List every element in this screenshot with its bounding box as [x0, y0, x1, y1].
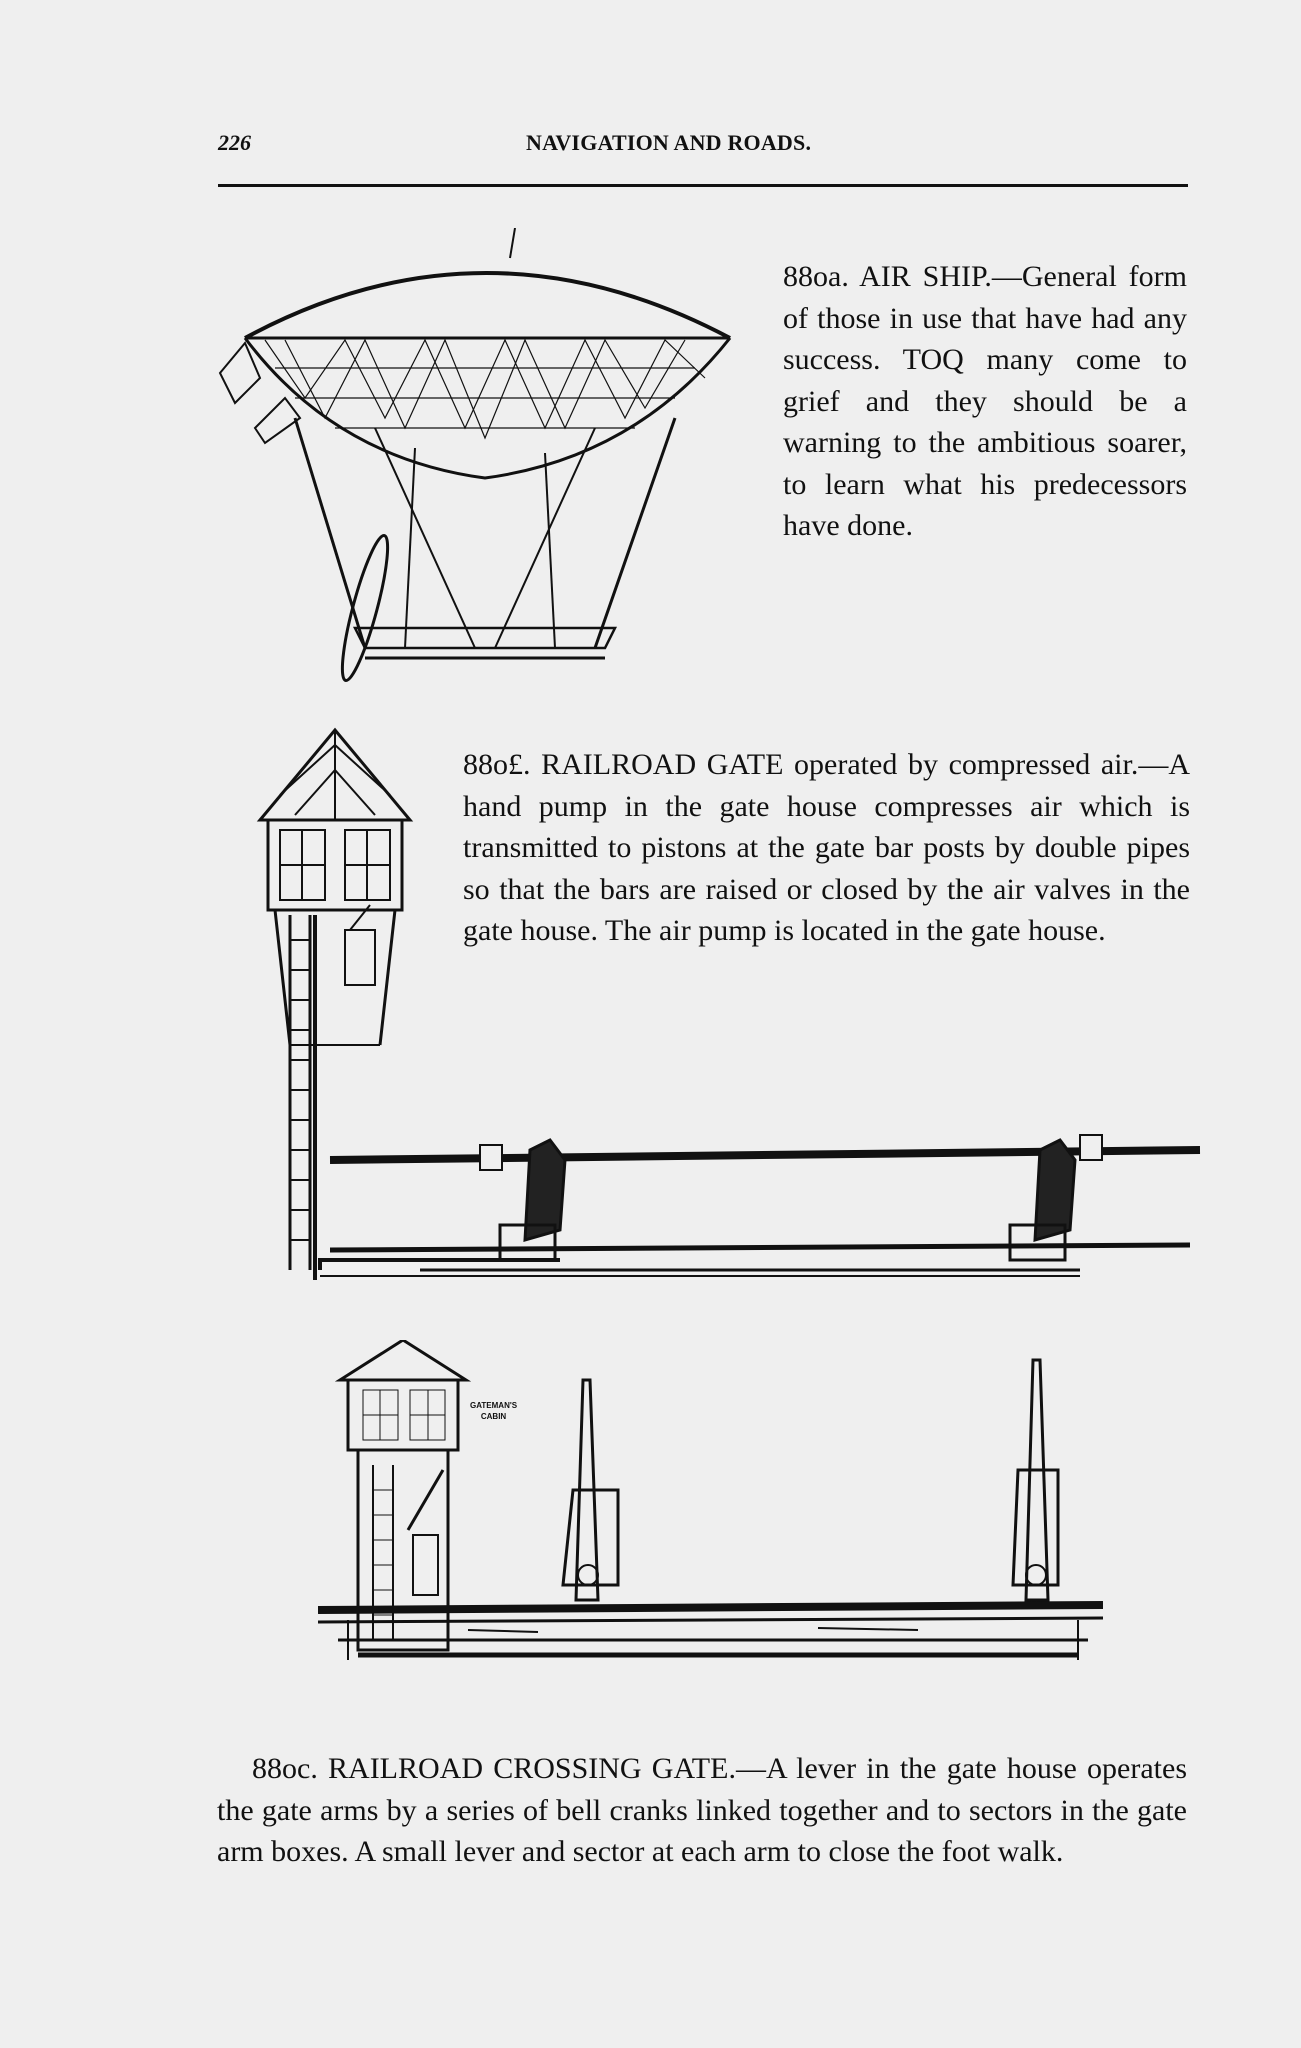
- entry-crossing-gate: 88oc. RAILROAD CROSSING GATE.—A lever in the gate house operates the gate arms by a series of bell cranks linked together and to sectors in the gate arm boxes. A small lever and sector at each arm to close the foot walk.: [217, 1752, 1187, 1868]
- cabin-label-line2: CABIN: [480, 1412, 507, 1421]
- cabin-label: [470, 1400, 517, 1422]
- airship-illustration: [215, 228, 755, 698]
- crossing-gate-drawing: [318, 1340, 1103, 1710]
- page-header: [218, 130, 1188, 160]
- running-title: NAVIGATION AND ROADS.: [526, 130, 812, 155]
- cabin-label-line1: GATEMAN'S: [470, 1401, 518, 1410]
- entry-railroad-gate: 88o£. RAILROAD GATE operated by compressed air.—A hand pump in the gate house compresses air which is transmitted to pistons at the gate bar posts by double pipes so that the bars are raised or closed by the air valves in the gate house. The air pump is located in the gate house.: [463, 748, 1190, 947]
- gate-bars-illustration: [300, 1130, 1210, 1290]
- page-number: 226: [218, 130, 251, 155]
- entry-air-ship: 88oa. AIR SHIP.—General form of those in use that have had any success. TOQ many come to grief and they should be a warning to the ambitious soarer, to learn what his predecessors have done.: [783, 260, 1187, 542]
- crossing-gate-illustration: [318, 1340, 1103, 1710]
- header-rule: [218, 184, 1188, 187]
